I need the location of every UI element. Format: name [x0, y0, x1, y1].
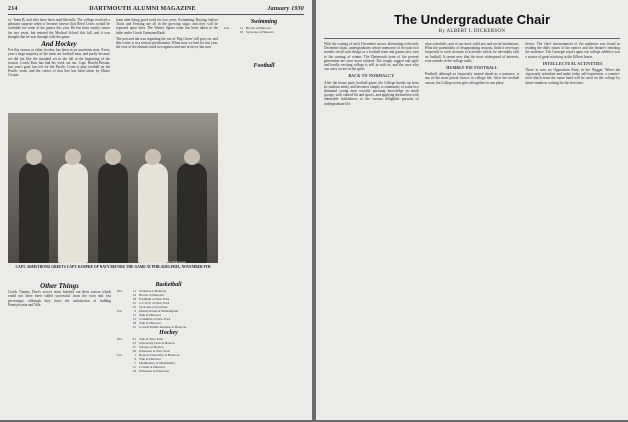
schedule-row — [224, 30, 304, 34]
left-column-2 — [116, 18, 218, 118]
schedule-month — [117, 325, 127, 329]
right-page — [316, 0, 628, 420]
team-captains-photo — [8, 113, 218, 263]
hockey-schedule-heading: Hockey — [159, 330, 178, 337]
article-title: The Undergraduate Chair — [393, 12, 551, 27]
right-col-2-text: what schedules, and of our most valid arts and social institutions. What the potentiality of disappointing seasons, finds it necessary frequently to seek recourse to activities which, be inevitably falls on football. It seems now that the most widespread of interests, even outside of the college walls. — [424, 42, 520, 63]
right-col-3-text: Series. The chief entertainment of the audience was found in reading the daily issues of the opera's and the theater's reaching the audience. The Carnegie report upon our college athletics was a source of great rejoicing in the Gilbert house. — [525, 42, 621, 59]
column-2-paragraph: team after doing good work for two years. Swimming, Boxing, Indoor Track and Fencing are all in the growing stage, and they will be repeated upon later. The Winter Sports team has been taken to the table under Coach Germann Raab. — [116, 18, 218, 35]
intro-paragraph: vs. Team B, and who have been used liberally. The college received a pleasant surprise when it became known that Reed Lewis would be available for some of the games this year. He has been varsity center for two years, but entered the Medical School this fall, and it was thought that he was through with the game. — [8, 18, 110, 39]
left-column-1 — [8, 18, 110, 118]
schedule-day: 21 — [132, 337, 136, 342]
schedule-day: 11 — [132, 289, 136, 294]
player-figure — [58, 163, 88, 263]
left-page — [0, 0, 312, 420]
schedule-event: Brown at Hanover — [139, 293, 165, 298]
schedule-month: Jan. — [117, 353, 123, 358]
left-column-3 — [224, 18, 304, 398]
schedule-month — [224, 30, 234, 34]
schedule-month: Jan. — [117, 309, 123, 314]
schedule-month: Jan. — [224, 26, 230, 31]
schedule-day: 23 — [132, 305, 136, 310]
schedule-event: Brown at Hanover — [246, 26, 272, 31]
schedule-event: Yale at Hanover — [139, 321, 161, 326]
schedule-row — [117, 325, 220, 329]
right-columns — [324, 42, 620, 422]
schedule-month — [117, 369, 127, 373]
schedule-day: 18 — [132, 369, 136, 374]
schedule-event: Princeton at Princeton — [139, 369, 170, 374]
schedule-event: Fordham at New York — [139, 297, 170, 302]
schedule-event: Middlebury at Middlebury — [139, 361, 176, 366]
schedule-day: 18 — [132, 321, 136, 326]
other-things-text: Coach Tommy Dent's soccer team finished out their season which could not have been called successful from the won and lost percentage, although they have the satisfaction of holding Pennsylvania and Yale. — [8, 290, 111, 307]
photo-credit: Photo by Underwood — [160, 260, 186, 264]
title-rule — [324, 38, 620, 39]
schedule-day: 11 — [132, 365, 136, 370]
hockey-article-text: For this reason or other, hockey has been in an uncertain state. Every year a large majority of the team are football men, and partly because we did not like the standard set in the fall at the beginning of the season, Coach Ross has had his work cut out. Capt. Harold Bosma, last year's goal, has left for the Pacific Coast to play football on the Pacific team, and the center of that line has been taken by Elmer Cooper. — [8, 48, 110, 78]
schedule-day: 4 — [134, 309, 136, 314]
schedule-day: 7 — [134, 361, 136, 366]
football-schedule-heading: Football — [253, 63, 275, 70]
swimming-schedule — [224, 26, 304, 34]
left-lower-columns — [8, 281, 220, 417]
schedule-day: 1 — [134, 353, 136, 358]
other-things-heading: Other Things — [40, 282, 79, 290]
right-column-3 — [525, 42, 620, 422]
photo-caption: CAPT. ARMSTRONG GREETS CAPT. KOSPKE OF NAVY BEFORE THE GAME AT PHILADELPHIA, NOVEMBER 9TH — [15, 265, 211, 269]
schedule-event: Boston University at Hanover — [139, 353, 180, 358]
schedule-month: Dec. — [117, 289, 124, 294]
running-header-left — [8, 6, 304, 15]
other-things-column — [8, 281, 111, 417]
schedule-day: 28 — [132, 349, 136, 354]
schedule-day: 11 — [132, 313, 136, 318]
schedule-day: 4 — [134, 357, 136, 362]
schedule-event: Yale at Hanover — [139, 357, 161, 362]
article-byline: By ALBERT I. DICKERSON — [438, 29, 506, 34]
column-2-paragraph-2: The pen and ink was regarding the use of 'Big Green' still goes on, and this writer is in a serious predicament. When may we find for last year, the vote of the alumni stood two against and one in favor, but now — [116, 36, 218, 50]
schedule-day: 23 — [132, 341, 136, 346]
schedule-event: Yale at Hanover — [139, 313, 161, 318]
schedule-event: Syracuse at Hanover — [246, 30, 275, 35]
basketball-schedule-heading: Basketball — [155, 282, 182, 288]
section-heading: BACK TO NORMALCY — [348, 74, 395, 79]
schedule-month: Dec. — [117, 337, 124, 342]
right-col-3-text-2: There is now no Opposition Party in the Nugget. When the vigorously articulate and make today self-expression, a counter-feed which from the same hand will be used on the college by future minds in writing for the first time. — [525, 68, 621, 85]
page-number: 214 — [8, 6, 18, 12]
right-column-2 — [425, 42, 520, 422]
schedule-day: 27 — [132, 345, 136, 350]
schedule-event: Toronto at Boston — [139, 345, 164, 350]
right-column-1 — [324, 42, 419, 422]
schedule-day: 15 — [132, 317, 136, 322]
player-figure — [19, 163, 49, 263]
section-heading: HUMBLY PIE FOOTBALL — [446, 66, 498, 71]
schedule-event: Columbia at New York — [139, 317, 171, 322]
schedule-event: Syracuse at Syracuse — [139, 305, 168, 310]
schedule-event: Vermont at Hanover — [139, 289, 167, 294]
schedule-event: Pennsylvania at Philadelphia — [139, 309, 179, 314]
swimming-schedule-heading: Swimming — [250, 19, 278, 25]
schedule-event: Lowell Textile Institute at Hanover — [139, 325, 187, 330]
schedule-day: 18 — [239, 30, 243, 35]
schedules-column — [117, 281, 220, 417]
schedule-day: 21 — [132, 325, 136, 330]
player-figure — [138, 163, 168, 263]
schedule-event: University Club at Boston — [139, 341, 175, 346]
right-col-1-text: With the coming of early December snows, alternating with early December slush, undergraduates whose memories of the past two months recall such things as a football team and games now turn to the coming of winter. The Dartmouth team of the present generation are once more relaxed. The rough, rugged and agile and hardly exciting college is still in with us, and the ones who can carry on are in the spirit. — [324, 42, 419, 72]
magazine-name: DARTMOUTH ALUMNI MAGAZINE — [89, 6, 196, 12]
hockey-schedule — [117, 337, 220, 373]
player-figure — [177, 163, 207, 263]
schedule-day: 14 — [132, 293, 136, 298]
schedule-day: 18 — [132, 297, 136, 302]
player-figure — [98, 163, 128, 263]
section-heading: INTELLECTUAL ACTIVITIES — [542, 61, 603, 66]
hockey-article-heading: And Hockey — [41, 40, 77, 49]
schedule-row — [117, 369, 220, 373]
right-col-1-text-2: After the house party football game, the College breaks up from its stadium entity, and becomes simply a community of some two thousand young men socially pursuing knowledge in small groups, with valued Sis and sports, and applying themselves with admirable faithfulness to the various delightful pursuits of undergraduate life. — [324, 80, 419, 106]
schedule-event: Yale at New York — [139, 337, 163, 342]
schedule-day: 11 — [239, 26, 243, 31]
schedule-event: C.C.N.Y. at New York — [139, 301, 170, 306]
schedule-event: Cornell at Hanover — [139, 365, 165, 370]
schedule-day: 21 — [132, 301, 136, 306]
basketball-schedule — [117, 289, 220, 329]
schedule-event: Princeton at New York — [139, 349, 170, 354]
issue-date: January 1930 — [267, 6, 304, 12]
right-col-2-text-2: Football, although so frequently treated ahead as a nuisance, is one of the most potent factors in college life. After the football season, the College never gets all together in one place. — [424, 72, 520, 85]
